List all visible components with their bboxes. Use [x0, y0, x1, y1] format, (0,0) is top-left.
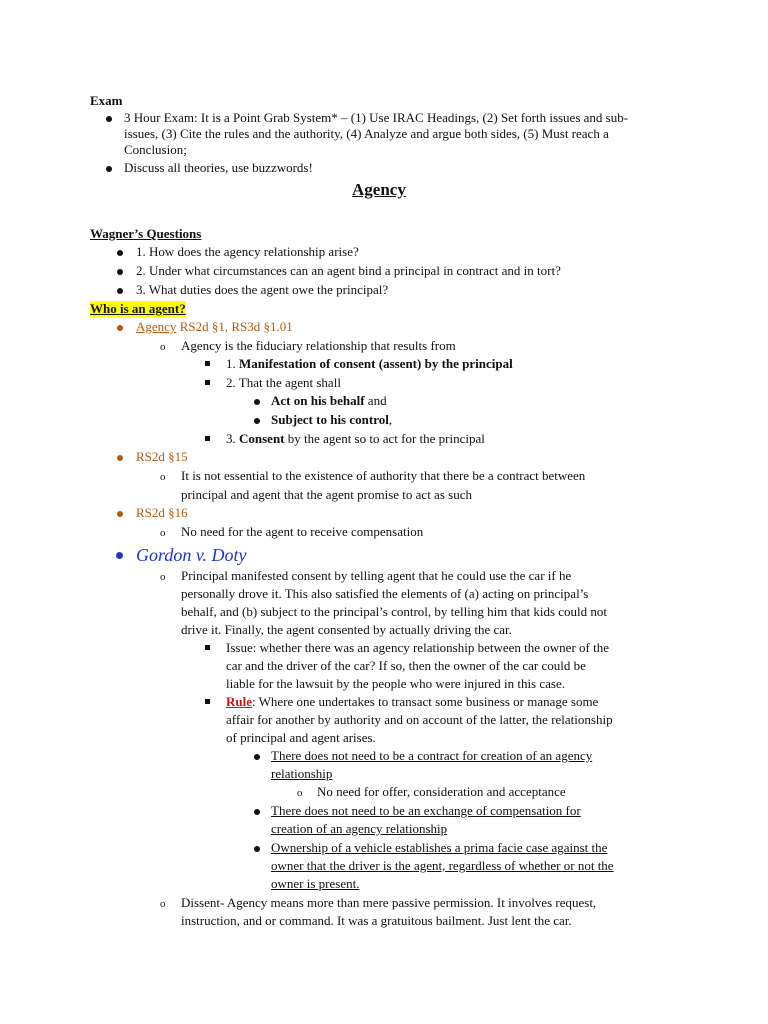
act-bold: Act on his behalf — [271, 393, 365, 408]
sub-bullet: o — [160, 471, 166, 483]
subject-rest: , — [388, 412, 393, 427]
wagner-question: 1. How does the agency relationship arise? — [136, 244, 359, 259]
element-bold: Consent — [239, 431, 285, 446]
rs16-citation: RS2d §16 — [136, 505, 188, 520]
bullet — [254, 846, 260, 852]
square-bullet — [205, 361, 210, 366]
case-name: Gordon v. Doty — [136, 545, 247, 565]
dissent-text: instruction, and or command. It was a gratuitous bailment. Just lent the car. — [181, 913, 572, 928]
sub-bullet: o — [160, 571, 166, 583]
rs15-text: It is not essential to the existence of authority that there be a contract between — [181, 468, 586, 483]
case-facts: Principal manifested consent by telling agent that he could use the car if he — [181, 568, 572, 583]
wagner-question: 2. Under what circumstances can an agent bind a principal in contract and in tort? — [136, 263, 561, 278]
bullet — [254, 754, 260, 760]
exam-heading: Exam — [90, 93, 123, 108]
exam-bullet-line: Discuss all theories, use buzzwords! — [124, 160, 313, 175]
rule-text: affair for another by authority and on account of the latter, the relationship — [226, 712, 613, 727]
bullet — [116, 552, 123, 559]
rs16-text: No need for the agent to receive compensation — [181, 524, 424, 539]
element-2: 2. That the agent shall — [226, 375, 341, 390]
rule-subpoint: No need for offer, consideration and acceptance — [317, 784, 566, 799]
agency-cite: RS2d §1, RS3d §1.01 — [176, 319, 293, 334]
exam-bullet-line: 3 Hour Exam: It is a Point Grab System* – (1) Use IRAC Headings, (2) Set forth issues and sub- — [124, 110, 629, 125]
bullet — [117, 455, 123, 461]
rule-point: relationship — [271, 766, 333, 781]
bullet — [254, 809, 260, 815]
bullet — [117, 288, 123, 294]
sub-bullet: o — [160, 527, 166, 539]
square-bullet — [205, 699, 210, 704]
page-title: Agency — [352, 180, 406, 199]
bullet — [117, 511, 123, 517]
bullet — [117, 269, 123, 275]
case-facts: behalf, and (b) subject to the principal’s control, by telling him that kids could not — [181, 604, 608, 619]
agency-citation — [136, 319, 293, 335]
rs15-citation: RS2d §15 — [136, 449, 188, 464]
rule-text: of principal and agent arises. — [226, 730, 376, 745]
rule-text: : Where one undertakes to transact some business or manage some — [252, 694, 599, 709]
subject-bold: Subject to his control — [271, 412, 389, 427]
bullet — [106, 116, 112, 122]
wagner-heading: Wagner’s Questions — [90, 226, 202, 241]
bullet — [106, 166, 112, 172]
subject-line — [271, 412, 392, 428]
item-number: 3. — [226, 431, 239, 446]
issue-text: liable for the lawsuit by the people who were injured in this case. — [226, 676, 565, 691]
bullet — [117, 250, 123, 256]
element-bold: Manifestation of consent (assent) by the principal — [239, 356, 513, 371]
act-rest: and — [364, 393, 387, 408]
rule-point: Ownership of a vehicle establishes a prima facie case against the — [271, 840, 608, 855]
exam-bullet-line: Conclusion; — [124, 142, 187, 157]
rule-line — [226, 694, 598, 710]
rule-point: creation of an agency relationship — [271, 821, 448, 836]
rule-point: There does not need to be a contract for creation of an agency — [271, 748, 593, 763]
square-bullet — [205, 436, 210, 441]
bullet — [254, 418, 260, 424]
element-1 — [226, 356, 513, 372]
dissent-text: Dissent- Agency means more than mere passive permission. It involves request, — [181, 895, 597, 910]
wagner-question: 3. What duties does the agent owe the principal? — [136, 282, 389, 297]
bullet — [117, 325, 123, 331]
rule-point: owner is present. — [271, 876, 360, 891]
act-line — [271, 393, 387, 409]
square-bullet — [205, 645, 210, 650]
exam-bullet-line: issues, (3) Cite the rules and the authority, (4) Analyze and argue both sides, (5) Must reach a — [124, 126, 609, 141]
issue-text: Issue: whether there was an agency relationship between the owner of the — [226, 640, 609, 655]
element-rest: by the agent so to act for the principal — [284, 431, 485, 446]
case-facts: personally drove it. This also satisfied the elements of (a) acting on principal’s — [181, 586, 589, 601]
sub-bullet: o — [160, 898, 166, 910]
definition-text: Agency is the fiduciary relationship that results from — [181, 338, 456, 353]
bullet — [254, 399, 260, 405]
rule-point: There does not need to be an exchange of compensation for — [271, 803, 581, 818]
sub-bullet: o — [160, 341, 166, 353]
rule-label: Rule — [226, 694, 252, 709]
agency-label: Agency — [136, 319, 177, 334]
item-number: 1. — [226, 356, 239, 371]
rule-point: owner that the driver is the agent, regardless of whether or not the — [271, 858, 614, 873]
case-facts: drive it. Finally, the agent consented by actually driving the car. — [181, 622, 512, 637]
rs15-text: principal and agent that the agent promise to act as such — [181, 487, 472, 502]
square-bullet — [205, 380, 210, 385]
who-heading: Who is an agent? — [90, 301, 186, 316]
element-3 — [226, 431, 485, 447]
sub-bullet: o — [297, 787, 303, 799]
issue-text: car and the driver of the car? If so, then the owner of the car could be — [226, 658, 586, 673]
